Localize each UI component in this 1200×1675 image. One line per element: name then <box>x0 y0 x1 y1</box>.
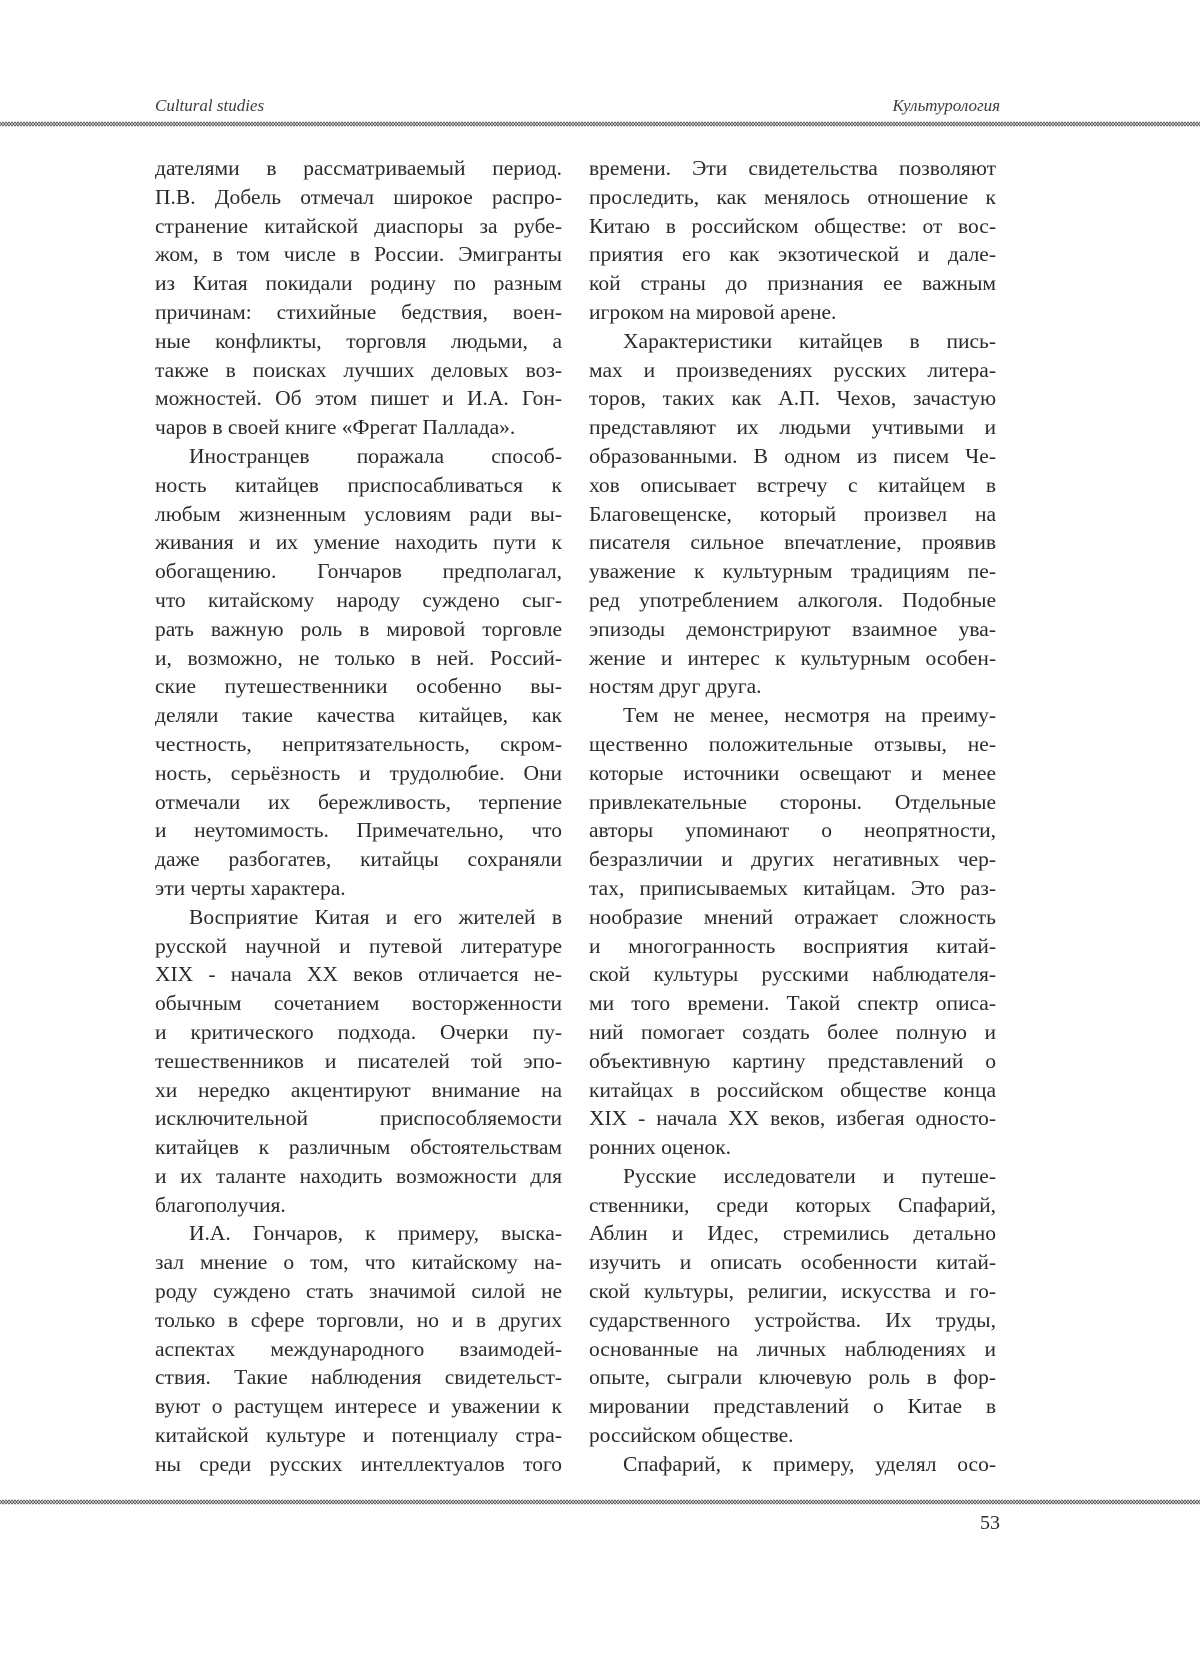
bottom-ornament-divider <box>0 1497 1200 1507</box>
text-line: аспектах международного взаимодей- <box>155 1336 562 1361</box>
text-line: можностей. Об этом пишет и И.А. Гон- <box>155 386 562 411</box>
text-line: странение китайской диаспоры за рубе- <box>155 213 562 238</box>
text-line: и неутомимость. Примечательно, что <box>155 818 562 843</box>
text-line: игроком на мировой арене. <box>589 299 837 324</box>
text-line: ми того времени. Такой спектр описа- <box>589 991 996 1016</box>
text-line: привлекательные стороны. Отдельные <box>589 789 996 814</box>
text-line: мировании представлений о Китае в <box>589 1394 996 1419</box>
text-line: опыте, сыграли ключевую роль в фор- <box>589 1365 996 1390</box>
text-line: исключительной приспособляемости <box>155 1106 562 1131</box>
text-line: Китаю в российском обществе: от вос- <box>589 213 996 238</box>
text-line: Спафарий, к примеру, уделял осо- <box>623 1451 996 1476</box>
text-line: времени. Эти свидетельства позволяют <box>589 156 996 180</box>
text-line: китайцах в российском обществе конца <box>589 1077 996 1102</box>
text-line: также в поисках лучших деловых воз- <box>155 357 562 382</box>
text-line: которые источники освещают и менее <box>589 760 996 785</box>
text-line: рать важную роль в мировой торговле <box>155 616 562 641</box>
text-line: ний помогает создать более полную и <box>589 1019 996 1044</box>
journal-section-russian: Культурология <box>892 96 1000 115</box>
text-line: ность китайцев приспосабливаться к <box>155 472 562 497</box>
text-line: зал мнение о том, что китайскому на- <box>155 1250 562 1275</box>
text-line: отмечали их бережливость, терпение <box>155 789 562 814</box>
text-line: основанные на личных наблюдениях и <box>589 1336 996 1361</box>
text-line: ские путешественники особенно вы- <box>155 674 562 699</box>
text-line: Характеристики китайцев в пись- <box>623 328 996 353</box>
text-line: тах, приписываемых китайцам. Это раз- <box>589 875 996 900</box>
text-line: и их таланте находить возможности для <box>155 1163 562 1188</box>
text-line: XIX - начала XX веков, избегая односто- <box>589 1106 996 1131</box>
text-line: эти черты характера. <box>155 875 346 900</box>
text-line: и многогранность восприятия китай- <box>589 933 996 958</box>
text-line: благополучия. <box>155 1192 286 1217</box>
text-line: любым жизненным условиям ради вы- <box>155 501 562 526</box>
text-line: причинам: стихийные бедствия, воен- <box>155 299 562 324</box>
text-line: китайской культуре и потенциалу стра- <box>155 1423 562 1448</box>
text-line: только в сфере торговли, но и в других <box>155 1307 562 1332</box>
text-line: даже разбогатев, китайцы сохраняли <box>155 847 562 872</box>
text-line: чаров в своей книге «Фрегат Паллада». <box>155 415 516 440</box>
text-line: щественно положительные отзывы, не- <box>589 731 996 756</box>
text-line: ред употреблением алкоголя. Подобные <box>589 587 996 612</box>
text-line: кой страны до признания ее важным <box>589 271 996 296</box>
text-line: ность, серьёзность и трудолюбие. Они <box>155 760 562 785</box>
text-line: вуют о растущем интересе и уважении к <box>155 1394 562 1419</box>
text-line: деляли такие качества китайцев, как <box>155 703 562 728</box>
text-line: Благовещенске, который произвел на <box>589 501 996 526</box>
text-line: жение и интерес к культурным особен- <box>589 645 996 670</box>
text-line: образованными. В одном из писем Че- <box>589 443 996 468</box>
text-line: и критического подхода. Очерки пу- <box>155 1019 562 1044</box>
text-line: ностям друг друга. <box>589 674 762 699</box>
text-line: хи нередко акцентируют внимание на <box>155 1077 562 1102</box>
text-line: дателями в рассматриваемый период. <box>155 156 562 180</box>
text-line: честность, непритязательность, скром- <box>155 731 562 756</box>
text-line: приятия его как экзотической и дале- <box>589 242 996 267</box>
text-line: объективную картину представлений о <box>589 1048 996 1073</box>
text-line: ской культуры, религии, искусства и го- <box>589 1279 996 1304</box>
left-text-column <box>155 154 562 1479</box>
text-line: безразличии и других негативных чер- <box>589 847 996 872</box>
text-line: живания и их умение находить пути к <box>155 530 562 555</box>
text-line: хов описывает встречу с китайцем в <box>589 472 996 497</box>
text-line: эпизоды демонстрируют взаимное ува- <box>589 616 996 641</box>
text-line: изучить и описать особенности китай- <box>589 1250 996 1275</box>
right-text-column <box>589 154 996 1479</box>
text-line: жом, в том числе в России. Эмигранты <box>155 242 562 267</box>
text-line: ные конфликты, торговля людьми, а <box>155 328 562 353</box>
text-line: из Китая покидали родину по разным <box>155 271 562 296</box>
text-line: торов, таких как А.П. Чехов, зачастую <box>589 386 996 411</box>
text-line: мах и произведениях русских литера- <box>589 357 996 382</box>
text-line: И.А. Гончаров, к примеру, выска- <box>189 1221 562 1246</box>
text-line: писателя сильное впечатление, проявив <box>589 530 996 555</box>
text-line: авторы упоминают о неопрятности, <box>589 818 996 843</box>
text-line: Восприятие Китая и его жителей в <box>189 904 562 929</box>
text-line: нообразие мнений отражает сложность <box>589 904 996 929</box>
text-line: сударственного устройства. Их труды, <box>589 1307 996 1332</box>
text-line: представляют их людьми учтивыми и <box>589 415 996 440</box>
page-number: 53 <box>980 1512 1000 1534</box>
text-line: роду суждено стать значимой силой не <box>155 1279 562 1304</box>
text-line: Русские исследователи и путеше- <box>623 1163 996 1188</box>
running-header <box>155 96 1000 118</box>
text-line: XIX - начала XX веков отличается не- <box>155 962 562 987</box>
text-line: ронних оценок. <box>589 1135 732 1160</box>
text-line: ственники, среди которых Спафарий, <box>589 1192 996 1217</box>
text-line: ны среди русских интеллектуалов того <box>155 1451 562 1476</box>
text-line: китайцев к различным обстоятельствам <box>155 1135 562 1160</box>
top-ornament-divider <box>0 119 1200 129</box>
text-line: российском обществе. <box>589 1423 794 1448</box>
text-line: Аблин и Идес, стремились детально <box>589 1221 996 1246</box>
text-line: П.В. Добель отмечал широкое распро- <box>155 184 562 209</box>
journal-section-english: Cultural studies <box>155 96 265 115</box>
text-line: проследить, как менялось отношение к <box>589 184 996 209</box>
text-line: ствия. Такие наблюдения свидетельст- <box>155 1365 562 1390</box>
text-line: уважение к культурным традициям пе- <box>589 559 996 584</box>
text-line: ской культуры русскими наблюдателя- <box>589 962 996 987</box>
text-line: обычным сочетанием восторженности <box>155 991 562 1016</box>
text-line: Тем не менее, несмотря на преиму- <box>623 703 996 728</box>
text-line: что китайскому народу суждено сыг- <box>155 587 562 612</box>
text-line: и, возможно, не только в ней. Россий- <box>155 645 562 670</box>
text-line: обогащению. Гончаров предполагал, <box>155 559 562 584</box>
text-line: тешественников и писателей той эпо- <box>155 1048 562 1073</box>
text-line: русской научной и путевой литературе <box>155 933 562 958</box>
text-line: Иностранцев поражала способ- <box>189 443 562 468</box>
